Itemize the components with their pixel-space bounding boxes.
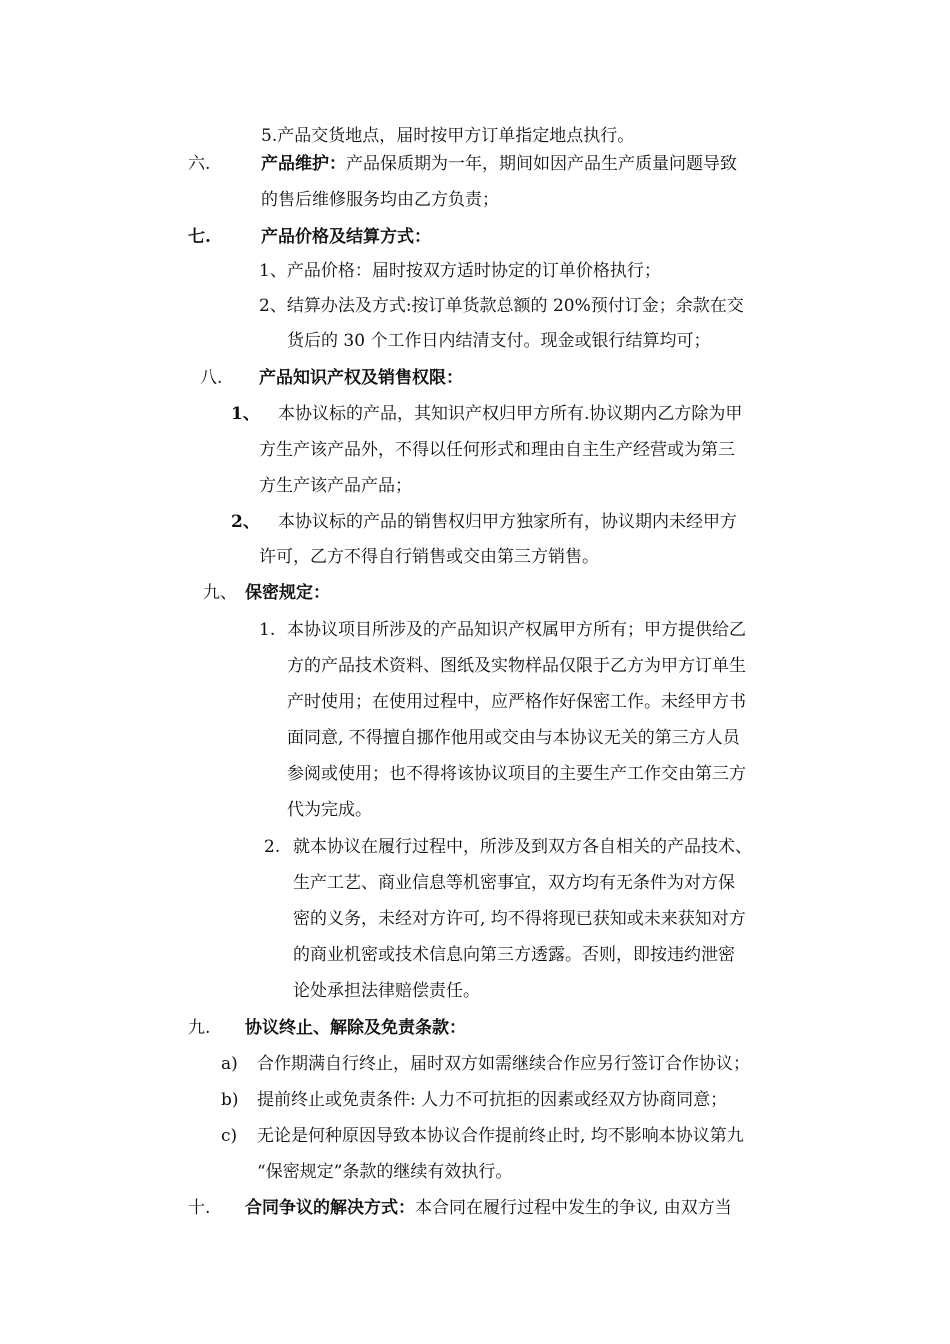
section-8-item-1-number: 1、 bbox=[231, 404, 260, 424]
section-9-number: 九、 bbox=[203, 583, 237, 603]
section-10-title: 合同争议的解决方式： bbox=[245, 1198, 415, 1218]
section-9-item-2-line-1: 就本协议在履行过程中，所涉及到双方各自相关的产品技术、 bbox=[293, 837, 752, 857]
section-9-item-2-line-5: 论处承担法律赔偿责任。 bbox=[293, 981, 480, 1001]
section-8-number: 八. bbox=[200, 368, 223, 388]
section-10-number: 十. bbox=[188, 1198, 211, 1218]
section-9-item-2-line-4: 的商业机密或技术信息向第三方透露。否则，即按违约泄密 bbox=[293, 945, 735, 965]
section-9-item-1-line-2: 方的产品技术资料、图纸及实物样品仅限于乙方为甲方订单生 bbox=[287, 656, 746, 676]
section-10-text-1: 本合同在履行过程中发生的争议, 由双方当 bbox=[415, 1198, 732, 1218]
section-7-item-1: 1、产品价格：届时按双方适时协定的订单价格执行； bbox=[259, 261, 661, 281]
section-9-item-1-line-5: 参阅或使用；也不得将该协议项目的主要生产工作交由第三方 bbox=[287, 764, 746, 784]
section-9-item-1-line-6: 代为完成。 bbox=[287, 800, 372, 820]
termination-item-c-label: c) bbox=[221, 1126, 238, 1146]
section-7-item-2-line-1: 2、结算办法及方式:按订单货款总额的 20%预付订金；余款在交 bbox=[259, 296, 744, 316]
section-9-item-1-number: 1. bbox=[259, 620, 276, 640]
section-8-title: 产品知识产权及销售权限： bbox=[259, 368, 463, 388]
section-7-number: 七. bbox=[188, 227, 211, 247]
termination-item-c-line-2: “保密规定”条款的继续有效执行。 bbox=[257, 1162, 513, 1182]
section-8-item-2-number: 2、 bbox=[231, 512, 260, 532]
section-10-line-1 bbox=[245, 1197, 732, 1219]
section-8-item-2-line-2: 许可，乙方不得自行销售或交由第三方销售。 bbox=[259, 547, 599, 567]
section-8-item-2-line-1: 本协议标的产品的销售权归甲方独家所有，协议期内未经甲方 bbox=[278, 512, 737, 532]
section-8-item-1-line-1: 本协议标的产品，其知识产权归甲方所有.协议期内乙方除为甲 bbox=[278, 404, 743, 424]
section-9-item-2-line-2: 生产工艺、商业信息等机密事宜，双方均有无条件为对方保 bbox=[293, 873, 735, 893]
termination-item-c-line-1: 无论是何种原因导致本协议合作提前终止时, 均不影响本协议第九 bbox=[257, 1126, 744, 1146]
section-termination-number: 九. bbox=[188, 1018, 211, 1038]
section-7-item-2-line-2: 货后的 30 个工作日内结清支付。现金或银行结算均可； bbox=[287, 331, 711, 351]
section-9-item-1-line-3: 产时使用；在使用过程中，应严格作好保密工作。未经甲方书 bbox=[287, 692, 746, 712]
section-6-title: 产品维护： bbox=[261, 154, 346, 174]
termination-item-b: 提前终止或免责条件: 人力不可抗拒的因素或经双方协商同意； bbox=[257, 1090, 728, 1110]
termination-item-b-label: b) bbox=[221, 1090, 239, 1110]
section-termination-title: 协议终止、解除及免责条款： bbox=[245, 1018, 466, 1038]
section-6-line-1 bbox=[261, 153, 737, 175]
section-6-number: 六. bbox=[188, 154, 211, 174]
section-8-item-1-line-2: 方生产该产品外，不得以任何形式和理由自主生产经营或为第三 bbox=[259, 440, 735, 460]
termination-item-a-label: a) bbox=[221, 1054, 238, 1074]
section-9-title: 保密规定： bbox=[245, 583, 330, 603]
section-7-title: 产品价格及结算方式： bbox=[261, 227, 431, 247]
section-9-item-1-line-1: 本协议项目所涉及的产品知识产权属甲方所有；甲方提供给乙 bbox=[287, 620, 746, 640]
section-6-line-2: 的售后维修服务均由乙方负责； bbox=[261, 190, 499, 210]
section-9-item-2-number: 2. bbox=[264, 837, 281, 857]
item-5-delivery: 5.产品交货地点，届时按甲方订单指定地点执行。 bbox=[261, 126, 635, 146]
section-9-item-1-line-4: 面同意, 不得擅自挪作他用或交由与本协议无关的第三方人员 bbox=[287, 728, 740, 748]
section-6-text-1: 产品保质期为一年，期间如因产品生产质量问题导致 bbox=[346, 154, 737, 174]
section-8-item-1-line-3: 方生产该产品产品； bbox=[259, 476, 412, 496]
section-9-item-2-line-3: 密的义务，未经对方许可, 均不得将现已获知或未来获知对方 bbox=[293, 909, 746, 929]
termination-item-a: 合作期满自行终止，届时双方如需继续合作应另行签订合作协议； bbox=[257, 1054, 750, 1074]
